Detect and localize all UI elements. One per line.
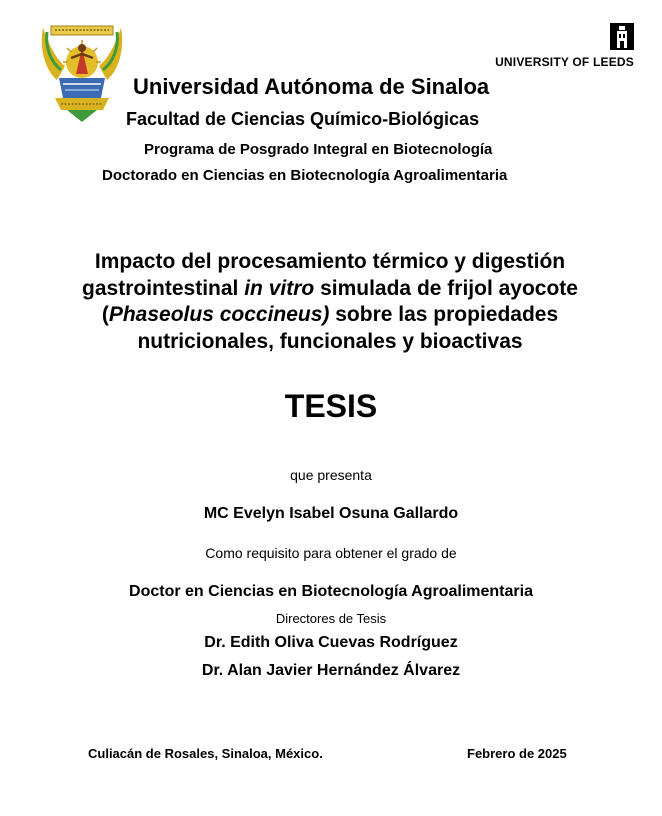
uas-crest-icon [37, 18, 127, 126]
presented-by-label: que presenta [290, 467, 372, 483]
leeds-wordmark: UNIVERSITY OF LEEDS [495, 55, 634, 69]
faculty-name: Facultad de Ciencias Químico-Biológicas [126, 109, 480, 129]
director-1: Dr. Edith Oliva Cuevas Rodríguez [204, 634, 458, 651]
degree-name: Doctor en Ciencias en Biotecnología Agroalimentaria [129, 583, 533, 600]
title-part-1: Impacto del procesamiento térmico y digestión gastrointestinal [82, 250, 566, 300]
footer-place: Culiacán de Rosales, Sinaloa, México. [88, 746, 323, 761]
uas-crest-logo [37, 18, 127, 126]
footer-date: Febrero de 2025 [467, 746, 567, 761]
doctorate-name: Doctorado en Ciencias en Biotecnología Agroalimentaria [102, 167, 508, 184]
requirement-label: Como requisito para obtener el grado de [205, 545, 457, 561]
document-type: TESIS [284, 388, 378, 424]
leeds-logo [484, 23, 634, 73]
title-part-3: sobre las propiedades nutricionales, funcionales y bioactivas [137, 303, 559, 353]
directors-label: Directores de Tesis [275, 611, 387, 626]
program-name: Programa de Posgrado Integral en Biotecnología [144, 141, 493, 158]
title-italic-species: Phaseolus coccineus) [108, 303, 330, 326]
leeds-tower-icon [610, 23, 634, 50]
university-name: Universidad Autónoma de Sinaloa [133, 74, 490, 99]
author-name: MC Evelyn Isabel Osuna Gallardo [203, 505, 459, 522]
title-part-2: simulada de frijol ayocote ( [101, 276, 578, 326]
director-2: Dr. Alan Javier Hernández Álvarez [201, 662, 461, 679]
thesis-title [60, 249, 600, 355]
title-italic-in-vitro: in vitro [244, 276, 315, 300]
